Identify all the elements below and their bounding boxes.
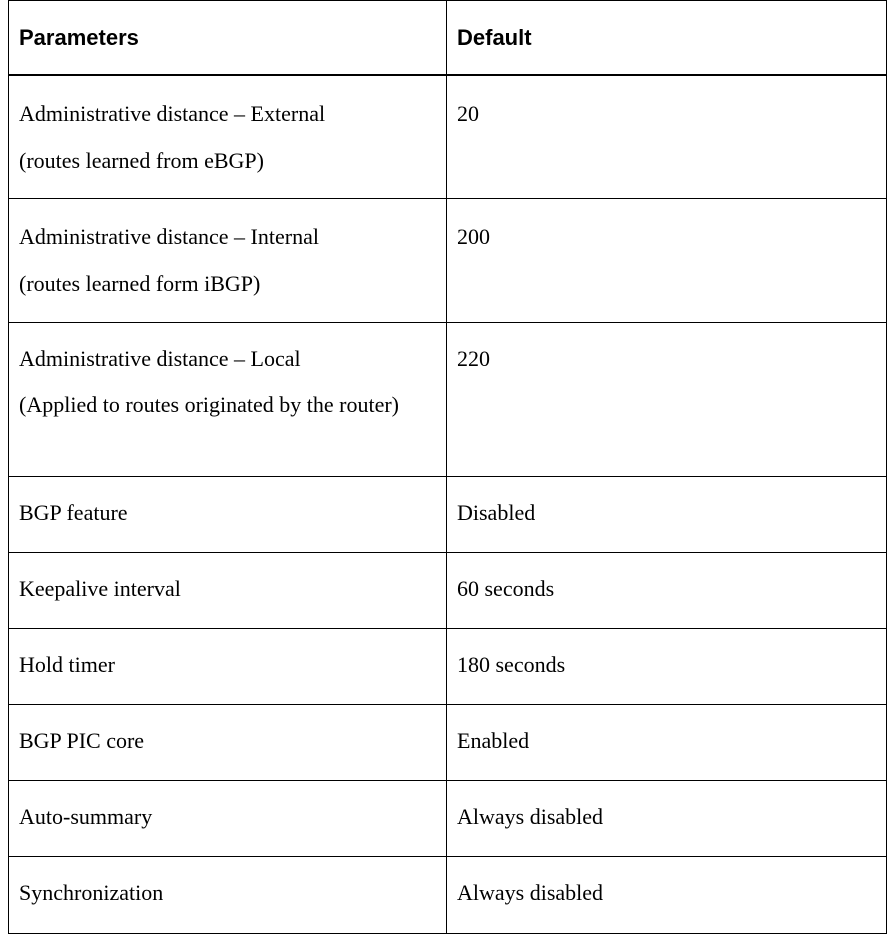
default-cell: 220 xyxy=(447,323,887,477)
parameter-name: Administrative distance – Local xyxy=(19,346,301,371)
table-row xyxy=(9,553,887,629)
default-cell: Disabled xyxy=(447,477,887,553)
default-cell: 20 xyxy=(447,75,887,199)
default-cell: Always disabled xyxy=(447,857,887,934)
default-cell: Always disabled xyxy=(447,781,887,857)
default-cell: 180 seconds xyxy=(447,629,887,705)
header-default: Default xyxy=(447,1,887,75)
table-row xyxy=(9,857,887,934)
table-row xyxy=(9,781,887,857)
table-row xyxy=(9,705,887,781)
default-cell: Enabled xyxy=(447,705,887,781)
parameter-cell: BGP feature xyxy=(9,477,447,553)
parameter-note: (routes learned form iBGP) xyxy=(19,271,261,296)
table-row xyxy=(9,629,887,705)
parameter-note: (Applied to routes originated by the router) xyxy=(19,392,400,417)
parameter-cell: Hold timer xyxy=(9,629,447,705)
parameter-cell: Auto-summary xyxy=(9,781,447,857)
parameter-note: (routes learned from eBGP) xyxy=(19,147,264,173)
table-row xyxy=(9,477,887,553)
parameter-name: Administrative distance – External xyxy=(19,100,326,126)
table-row xyxy=(9,199,887,323)
parameter-cell: Synchronization xyxy=(9,857,447,934)
table-row xyxy=(9,323,887,477)
parameter-cell: Keepalive interval xyxy=(9,553,447,629)
parameter-cell: BGP PIC core xyxy=(9,705,447,781)
default-cell: 60 seconds xyxy=(447,553,887,629)
parameter-cell xyxy=(9,199,447,323)
bgp-default-parameters-table xyxy=(8,0,887,934)
parameter-name: Administrative distance – Internal xyxy=(19,224,319,249)
parameter-cell xyxy=(9,323,447,477)
header-parameters: Parameters xyxy=(9,1,447,75)
table-row xyxy=(9,75,887,199)
parameter-cell xyxy=(9,75,447,199)
header-row xyxy=(9,1,887,75)
default-cell: 200 xyxy=(447,199,887,323)
